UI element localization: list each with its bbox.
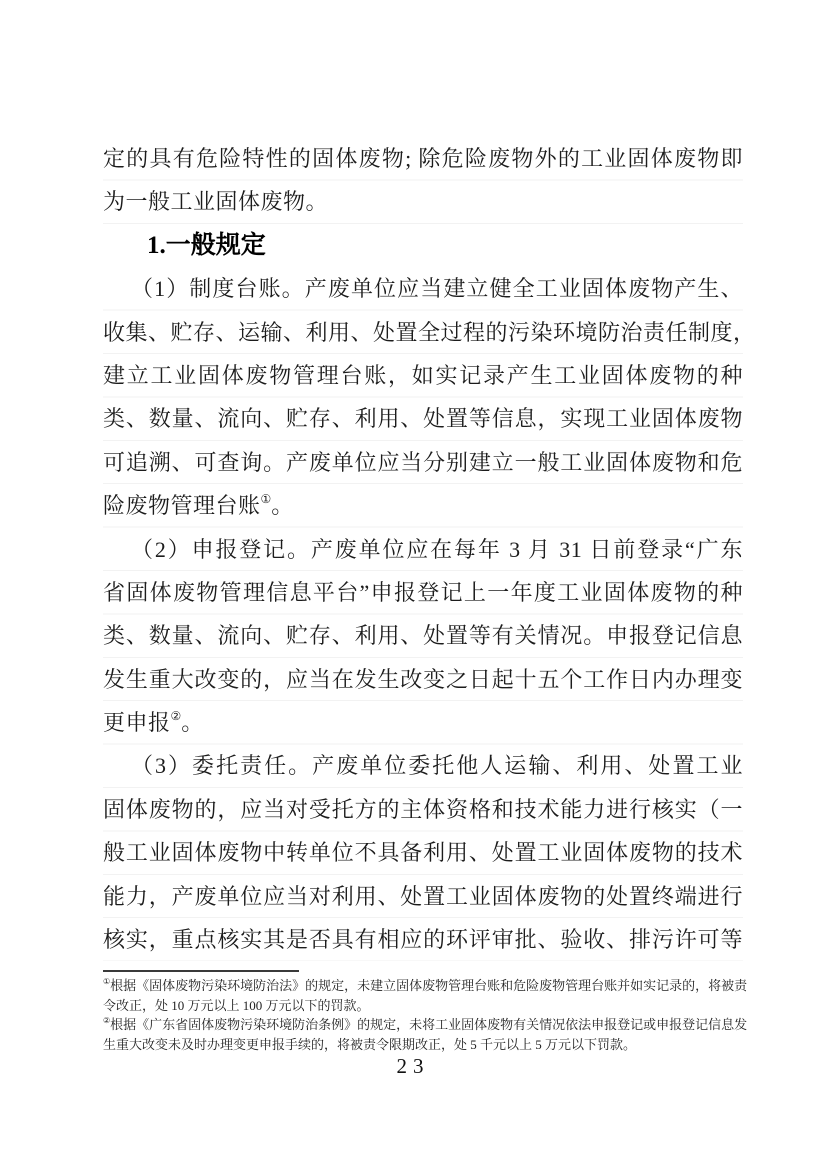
body-line-text: 险废物管理台账: [103, 493, 261, 519]
footnote-text: 根据《固体废物污染环境防治法》的规定，未建立固体废物管理台账和危险废物管理台账并如实记录的，将被责: [110, 978, 748, 993]
footnote-marker: ①: [103, 977, 111, 986]
footnote-line: 生重大改变未及时办理变更申报手续的，将被责令限期改正，处 5 千元以上 5 万元以下罚款。: [103, 1036, 637, 1052]
body-line: [103, 484, 743, 527]
body-line: 收集、贮存、运输、利用、处置全过程的污染环境防治责任制度，: [103, 319, 756, 345]
body-line: 核实，重点核实其是否具有相应的环评审批、验收、排污许可等: [103, 927, 743, 953]
footnotes: [103, 976, 748, 1054]
body-line: 省固体废物管理信息平台”申报登记上一年度工业固体废物的种: [103, 579, 743, 605]
body-line: （1）制度台账。产废单位应当建立健全工业固体废物产生、: [131, 276, 743, 302]
body-line: 可追溯、可查询。产废单位应当分别建立一般工业固体废物和危: [103, 449, 743, 475]
page-number: 23: [396, 1054, 430, 1078]
body-line: 类、数量、流向、贮存、利用、处置等有关情况。申报登记信息: [103, 623, 743, 649]
body-text: [103, 137, 756, 961]
footnote-marker: ②: [103, 1016, 111, 1025]
body-line: 定的具有危险特性的固体废物; 除危险废物外的工业固体废物即: [103, 146, 743, 171]
footnote-text: 根据《广东省固体废物污染环境防治条例》的规定，未将工业固体废物有关情况依法申报登记或申报登记信息发: [110, 1017, 748, 1032]
footnote-ref-2: ②: [170, 709, 182, 724]
footnote: [103, 1015, 748, 1054]
footnote: [103, 976, 748, 1015]
footnote-separator: [103, 970, 299, 972]
footnote-line: [103, 1015, 748, 1035]
body-line: 类、数量、流向、贮存、利用、处置等信息，实现工业固体废物: [103, 406, 743, 432]
body-line-text: 。: [271, 493, 294, 519]
body-line: 般工业固体废物中转单位不具备利用、处置工业固体废物的技术: [103, 840, 743, 866]
body-line-text: 。: [181, 710, 204, 736]
body-line: [103, 701, 743, 744]
footnote-line: 令改正，处 10 万元以上 100 万元以下的罚款。: [103, 997, 370, 1013]
body-line-text: 更申报: [103, 710, 171, 736]
footnote-line: [103, 976, 748, 996]
section-heading: 1.一般规定: [103, 224, 743, 267]
body-line: 能力，产废单位应当对利用、处置工业固体废物的处置终端进行: [103, 883, 743, 909]
footnote-ref-1: ①: [260, 492, 272, 507]
body-line: 固体废物的，应当对受托方的主体资格和技术能力进行核实（一: [103, 796, 743, 822]
body-line: （3）委托责任。产废单位委托他人运输、利用、处置工业: [131, 753, 743, 779]
body-line: 发生重大改变的，应当在发生改变之日起十五个工作日内办理变: [103, 666, 743, 692]
body-line: （2）申报登记。产废单位应在每年 3 月 31 日前登录“广东: [131, 536, 743, 562]
body-line: 为一般工业固体废物。: [103, 189, 329, 215]
body-line: 建立工业固体废物管理台账，如实记录产生工业固体废物的种: [103, 362, 743, 388]
